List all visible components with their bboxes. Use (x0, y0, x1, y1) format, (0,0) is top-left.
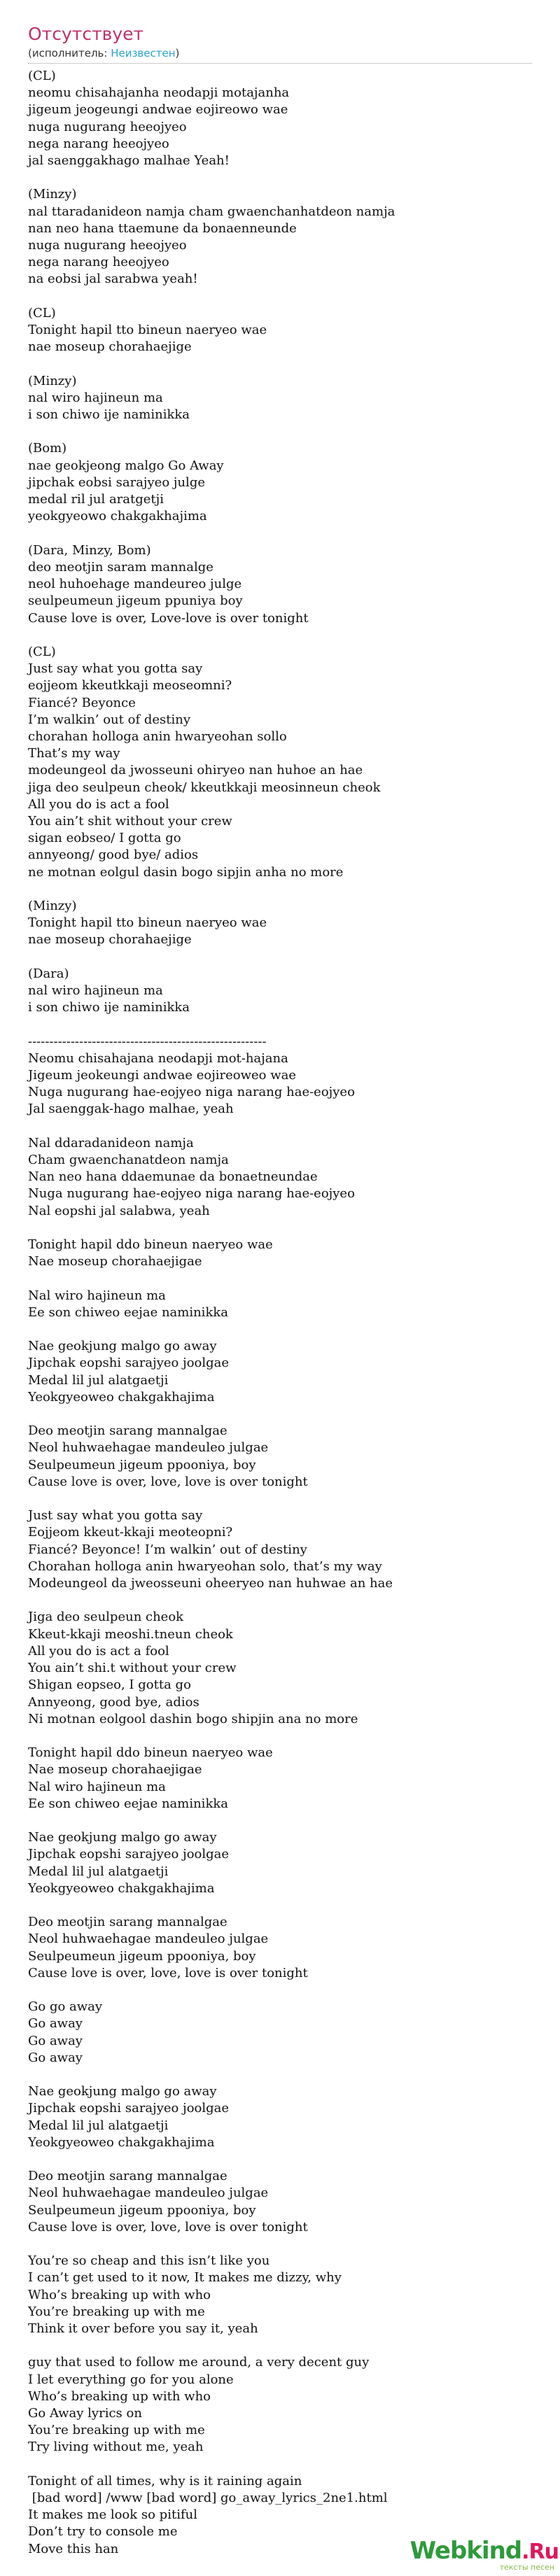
lyric-line: Move this han (28, 2541, 119, 2556)
lyric-line: (Bom) (28, 441, 67, 456)
song-title: Отсутствует (28, 24, 144, 44)
lyric-line: Ee son chiweo eejae naminikka (28, 1796, 228, 1811)
lyric-line: You’re breaking up with me (28, 2423, 205, 2438)
artist-suffix: ) (175, 47, 180, 59)
lyric-line: -------------------------------------------------------- (28, 1034, 267, 1049)
lyric-line: eojjeom kkeutkkaji meoseomni? (28, 678, 232, 694)
lyric-line (28, 525, 532, 542)
lyric-line: Neomu chisahajana neodapji mot-hajana (28, 1050, 288, 1066)
lyric-line: Tonight hapil ddo bineun naeryeo wae (28, 1237, 273, 1253)
lyric-line: Tonight hapil ddo bineun naeryeo wae (28, 1745, 273, 1761)
lyric-line: Kkeut-kkaji meoshi.tneun cheok (28, 1626, 233, 1642)
lyric-line (28, 169, 532, 186)
lyric-line (28, 288, 532, 305)
lyric-line: Neol huhwaehagae mandeuleo julgae (28, 1931, 269, 1947)
lyric-line: Go away (28, 2050, 83, 2065)
lyric-line: Cham gwaenchanatdeon namja (28, 1153, 229, 1167)
lyric-line: Neol huhwaehagae mandeuleo julgae (28, 1440, 269, 1456)
lyric-line: nega narang heeojyeo (28, 136, 169, 151)
lyric-line: Tonight hapil tto bineun naeryeo wae (28, 323, 267, 338)
lyric-line: chorahan holloga anin hwaryeohan sollo (28, 729, 287, 744)
lyric-line (28, 1592, 532, 1609)
lyric-line: modeungeol da jwosseuni ohiryeo nan huhoe an hae (28, 763, 363, 778)
lyric-line: Jal saenggak-hago malhae, yeah (28, 1102, 234, 1117)
lyric-line: You ain’t shit without your crew (28, 813, 232, 829)
song-page (28, 24, 532, 2558)
artist-prefix: (исполнитель: (28, 47, 111, 59)
lyric-line: guy that used to follow me around, a very decent guy (28, 2355, 370, 2370)
lyric-line: sigan eobseo/ I gotta go (28, 831, 181, 846)
lyric-line: (CL) (28, 305, 56, 321)
lyric-line: Go go away (28, 1999, 103, 2015)
lyric-line: Medal lil jul alatgaetji (28, 1864, 169, 1879)
lyric-line: jigeum jeogeungi andwae eojireowo wae (28, 102, 288, 118)
lyric-line: seulpeumeun jigeum ppuniya boy (28, 593, 243, 609)
artist-line (28, 46, 532, 64)
lyric-line: Nal wiro hajineun ma (28, 1779, 166, 1794)
lyric-line: I let everything go for you alone (28, 2372, 234, 2387)
lyric-line (28, 2236, 532, 2253)
lyric-line: (Minzy) (28, 373, 77, 388)
lyric-line: nae moseup chorahaejige (28, 932, 192, 948)
lyric-line: Cause love is over, love, love is over tonight (28, 1474, 308, 1489)
lyric-line: Cause love is over, love, love is over tonight (28, 1965, 308, 1980)
lyric-line: nan neo hana ttaemune da bonaenneunde (28, 220, 297, 236)
lyric-line: Deo meotjin sarang mannalgae (28, 1915, 227, 1930)
lyric-line: nega narang heeojyeo (28, 255, 169, 270)
lyric-line: Medal lil jul alatgaetji (28, 1372, 169, 1388)
lyric-line: Nal eopshi jal salabwa, yeah (28, 1203, 210, 1218)
lyric-line: Seulpeumeun jigeum ppooniya, boy (28, 2202, 256, 2218)
lyric-line: nae geokjeong malgo Go Away (28, 458, 224, 473)
lyric-line: You ain’t shi.t without your crew (28, 1661, 237, 1676)
lyric-line (28, 881, 532, 898)
lyric-line: All you do is act a fool (28, 1643, 169, 1659)
lyric-line: (Dara) (28, 966, 69, 981)
lyric-line (28, 1220, 532, 1237)
logo-suffix-text: .Ru (522, 2540, 559, 2564)
lyric-line: (CL) (28, 69, 56, 83)
lyric-line (28, 1270, 532, 1287)
lyric-line: Cause love is over, Love-love is over tonight (28, 610, 309, 626)
lyric-line: Who’s breaking up with who (28, 2287, 211, 2302)
lyric-line (28, 1982, 532, 1999)
lyric-line: You’re breaking up with me (28, 2304, 205, 2319)
lyric-line: neol huhoehage mandeureo julge (28, 577, 242, 592)
lyric-line: Go Away lyrics on (28, 2406, 142, 2421)
lyric-line (28, 1491, 532, 1507)
lyric-line: nal wiro hajineun ma (28, 390, 163, 405)
lyric-line: Medal lil jul alatgaetji (28, 2118, 169, 2133)
lyric-line: (Minzy) (28, 898, 77, 913)
lyric-line: Shigan eopseo, I gotta go (28, 1677, 191, 1693)
site-logo-link[interactable] (405, 2538, 559, 2572)
lyric-line: Think it over before you say it, yeah (28, 2321, 258, 2337)
lyric-line: Go away (28, 2016, 83, 2032)
lyric-line: nuga nugurang heeojyeo (28, 119, 187, 134)
lyric-line: I’m walkin’ out of destiny (28, 712, 190, 727)
lyric-line: Tonight hapil tto bineun naeryeo wae (28, 915, 267, 931)
artist-link[interactable]: Неизвестен (111, 47, 176, 59)
lyric-line: medal ril jul aratgetji (28, 492, 164, 507)
lyric-line: Jipchak eopshi sarajyeo joolgae (28, 1847, 230, 1862)
lyric-line: yeokgyeowo chakgakhajima (28, 509, 207, 524)
lyric-line: Just say what you gotta say (28, 661, 203, 677)
lyric-line: Nal ddaradanideon namja (28, 1135, 194, 1150)
lyrics-text (28, 68, 532, 2558)
lyric-line (28, 949, 532, 966)
lyric-line: Ni motnan eolgool dashin bogo shipjin ana no more (28, 1711, 358, 1726)
lyric-line: Jipchak eopshi sarajyeo joolgae (28, 1356, 230, 1371)
lyric-line (28, 1321, 532, 1338)
lyric-line (28, 1897, 532, 1914)
lyric-line (28, 627, 532, 644)
lyric-line: It makes me look so pitiful (28, 2507, 197, 2523)
lyric-line: (CL) (28, 644, 56, 659)
lyric-line: Eojjeom kkeut-kkaji meoteopni? (28, 1525, 233, 1540)
lyric-line: Nae geokjung malgo go away (28, 1339, 217, 1354)
lyric-line: na eobsi jal sarabwa yeah! (28, 272, 198, 287)
lyric-line: nal wiro hajineun ma (28, 983, 163, 998)
lyric-line (28, 2337, 532, 2354)
lyric-line: deo meotjin saram mannalge (28, 559, 214, 575)
lyric-line: [bad word] /www [bad word] go_away_lyrics_2ne1.html (28, 2491, 388, 2506)
lyric-line (28, 1118, 532, 1135)
lyric-line: Yeokgyeoweo chakgakhajima (28, 1880, 215, 1896)
site-logo (405, 2538, 559, 2565)
lyric-line (28, 2067, 532, 2083)
lyric-line: Just say what you gotta say (28, 1508, 203, 1523)
lyric-line: Neol huhwaehagae mandeuleo julgae (28, 2186, 269, 2201)
lyric-line: Who’s breaking up with who (28, 2388, 211, 2404)
lyric-line: Deo meotjin sarang mannalgae (28, 1423, 227, 1439)
lyric-line: i son chiwo ije naminikka (28, 407, 190, 423)
lyric-line: Go away (28, 2033, 83, 2048)
lyric-line: Modeungeol da jweosseuni oheeryeo nan huhwae an hae (28, 1576, 393, 1591)
lyric-line: Try living without me, yeah (28, 2440, 204, 2455)
lyric-line: Tonight of all times, why is it raining again (28, 2473, 302, 2489)
lyric-line: All you do is act a fool (28, 796, 169, 812)
lyric-line: jiga deo seulpeun cheok/ kkeutkkaji meosinneun cheok (28, 780, 381, 795)
lyric-line: Don’t try to console me (28, 2524, 178, 2540)
lyric-line: jal saenggakhago malhae Yeah! (28, 153, 230, 169)
lyric-line (28, 1728, 532, 1745)
lyric-line: Nuga nugurang hae-eojyeo niga narang hae-eojyeo (28, 1186, 355, 1202)
lyric-line: (Minzy) (28, 187, 77, 202)
lyric-line: Chorahan holloga anin hwaryeohan solo, that’s my way (28, 1558, 382, 1574)
lyric-line: Ee son chiweo eejae naminikka (28, 1304, 228, 1320)
lyric-line: Jipchak eopshi sarajyeo joolgae (28, 2101, 230, 2116)
lyric-line: i son chiwo ije naminikka (28, 1000, 190, 1015)
lyric-line: annyeong/ good bye/ adios (28, 847, 199, 863)
logo-tagline: тексты песен (499, 2563, 554, 2572)
lyric-line: neomu chisahajanha neodapji motajanha (28, 85, 290, 101)
logo-main-text: Webkind (410, 2537, 522, 2565)
lyric-line: Nae geokjung malgo go away (28, 2084, 217, 2099)
lyric-line (28, 1406, 532, 1423)
lyric-line: Jiga deo seulpeun cheok (28, 1610, 184, 1625)
lyric-line: Nuga nugurang hae-eojyeo niga narang hae-eojyeo (28, 1085, 355, 1100)
lyric-line: jipchak eobsi sarajyeo julge (28, 474, 205, 490)
lyric-line: Seulpeumeun jigeum ppooniya, boy (28, 1948, 256, 1964)
lyric-line (28, 356, 532, 372)
lyric-line: nuga nugurang heeojyeo (28, 238, 187, 253)
lyric-line: nae moseup chorahaejige (28, 339, 192, 355)
lyric-line: ne motnan eolgul dasin bogo sipjin anha no more (28, 864, 344, 880)
lyric-line: Nan neo hana ddaemunae da bonaetneundae (28, 1169, 318, 1185)
lyric-line: Yeokgyeoweo chakgakhajima (28, 1389, 215, 1405)
lyric-line: Nal wiro hajineun ma (28, 1288, 166, 1303)
lyric-line (28, 2456, 532, 2473)
lyric-line: Nae geokjung malgo go away (28, 1830, 217, 1845)
lyric-line: Nae moseup chorahaejigae (28, 1254, 202, 1269)
lyric-line: I can’t get used to it now, It makes me dizzy, why (28, 2270, 342, 2286)
lyric-line: Cause love is over, love, love is over tonight (28, 2219, 308, 2234)
lyric-line: Deo meotjin sarang mannalgae (28, 2169, 227, 2184)
lyric-line (28, 2151, 532, 2168)
lyric-line (28, 423, 532, 440)
lyric-line: Nae moseup chorahaejigae (28, 1762, 202, 1778)
lyric-line: (Dara, Minzy, Bom) (28, 542, 151, 558)
lyric-line: Annyeong, good bye, adios (28, 1694, 200, 1710)
lyric-line (28, 1813, 532, 1829)
lyric-line: Fiancé? Beyonce! I’m walkin’ out of destiny (28, 1542, 307, 1557)
lyric-line: That’s my way (28, 746, 120, 761)
lyric-line: Fiancé? Beyonce (28, 695, 136, 710)
lyric-line: Seulpeumeun jigeum ppooniya, boy (28, 1457, 256, 1472)
lyric-line: Jigeum jeokeungi andwae eojireoweo wae (28, 1067, 297, 1083)
lyric-line (28, 1016, 532, 1033)
lyric-line: Yeokgyeoweo chakgakhajima (28, 2134, 215, 2150)
lyric-line: nal ttaradanideon namja cham gwaenchanhatdeon namja (28, 204, 396, 219)
lyric-line: You’re so cheap and this isn’t like you (28, 2253, 270, 2269)
